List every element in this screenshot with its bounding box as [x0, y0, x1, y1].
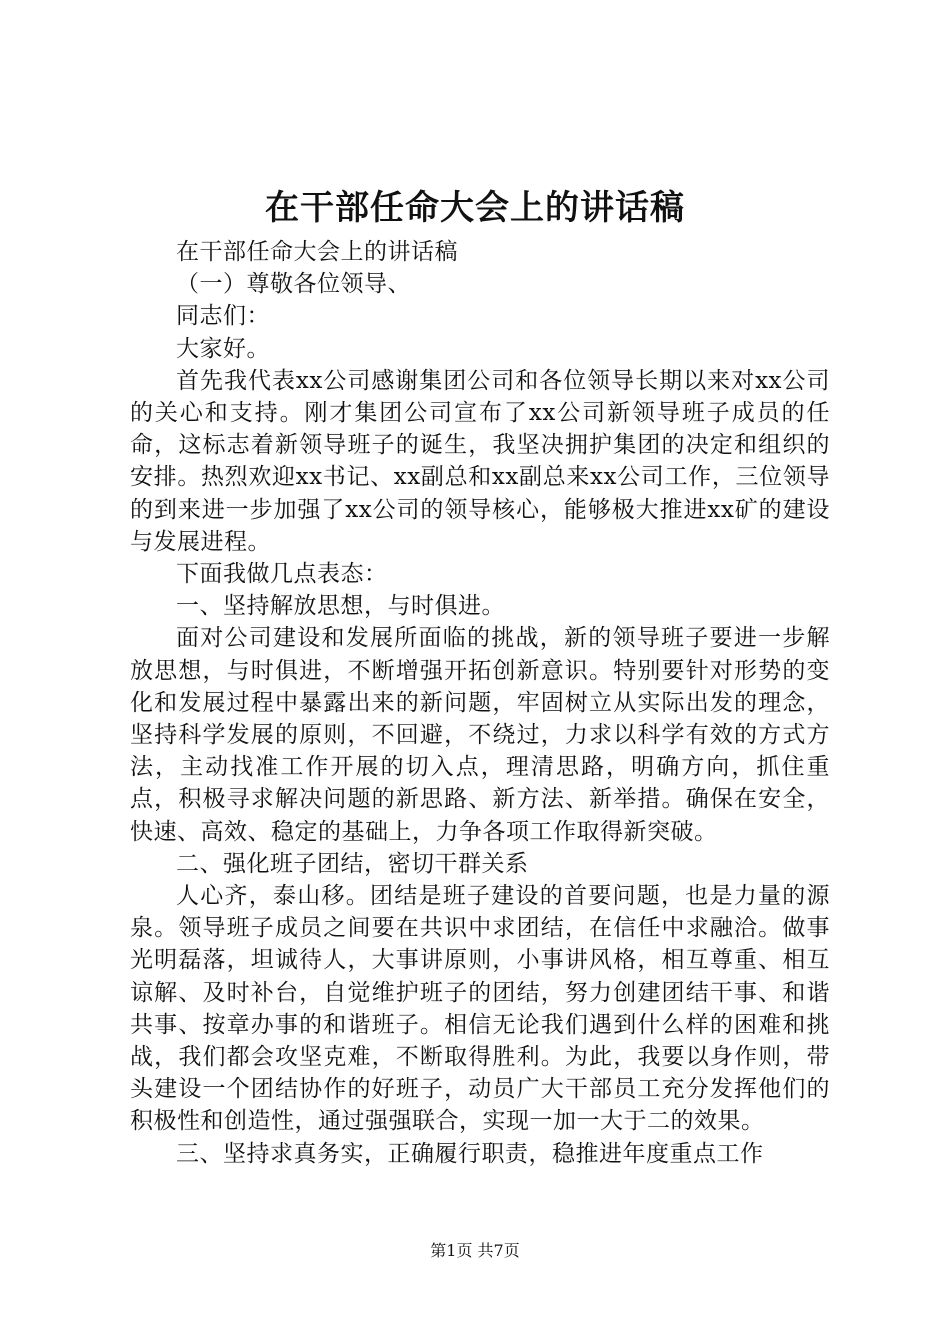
paragraph-section-1: 面对公司建设和发展所面临的挑战，新的领导班子要进一步解放思想，与时俱进，不断增强开拓创新意识。特别要针对形势的变化和发展过程中暴露出来的新问题，牢固树立从实际出发的理念，坚持科学发展的原则，不回避，不绕过，力求以科学有效的方式方法，主动找准工作开展的切入点，理清思路，明确方向，抓住重点，积极寻求解决问题的新思路、新方法、新举措。确保在安全，快速、高效、稳定的基础上，力争各项工作取得新突破。	[130, 625, 830, 845]
paragraph-section-2: 人心齐，泰山移。团结是班子建设的首要问题，也是力量的源泉。领导班子成员之间要在共识中求团结，在信任中求融洽。做事光明磊落，坦诚待人，大事讲原则，小事讲风格，相互尊重、相互谅解、及时补台，自觉维护班子的团结，努力创建团结干事、和谐共事、按章办事的和谐班子。相信无论我们遇到什么样的困难和挑战，我们都会攻坚克难，不断取得胜利。为此，我要以身作则，带头建设一个团结协作的好班子，动员广大干部员工充分发挥他们的积极性和创造性，通过强强联合，实现一加一大于二的效果。	[130, 883, 830, 1135]
section-heading-2: 二、强化班子团结，密切干群关系	[176, 850, 529, 877]
paragraph-comrades: 同志们：	[176, 303, 270, 330]
paragraph-points-lead: 下面我做几点表态：	[176, 561, 388, 588]
paragraph-salutation: （一）尊敬各位领导、	[176, 271, 411, 298]
paragraph-greeting: 大家好。	[176, 335, 270, 362]
document-title: 在干部任命大会上的讲话稿	[265, 188, 685, 228]
section-heading-1: 一、坚持解放思想，与时俱进。	[176, 593, 505, 620]
paragraph-subtitle: 在干部任命大会上的讲话稿	[176, 239, 458, 265]
section-heading-3: 三、坚持求真务实，正确履行职责，稳推进年度重点工作	[176, 1140, 764, 1167]
document-body	[130, 236, 830, 1170]
page-footer: 第1页 共7页	[430, 1241, 520, 1260]
paragraph-intro: 首先我代表xx公司感谢集团公司和各位领导长期以来对xx公司的关心和支持。刚才集团公司宣布了xx公司新领导班子成员的任命，这标志着新领导班子的诞生，我坚决拥护集团的决定和组织的安排。热烈欢迎xx书记、xx副总和xx副总来xx公司工作，三位领导的到来进一步加强了xx公司的领导核心，能够极大推进xx矿的建设与发展进程。	[130, 367, 830, 555]
